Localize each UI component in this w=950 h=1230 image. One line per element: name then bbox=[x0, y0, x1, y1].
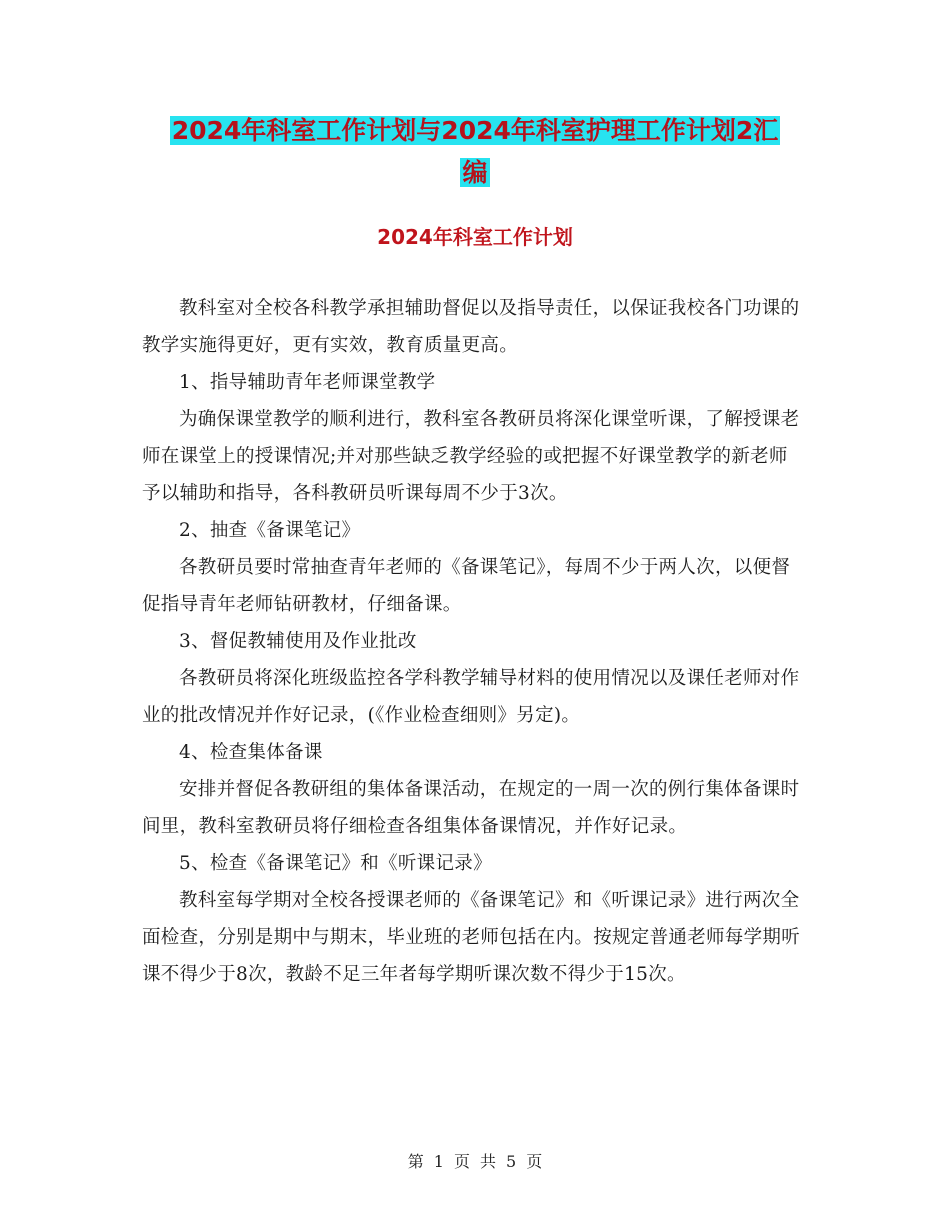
title-line-1: 2024年科室工作计划与2024年科室护理工作计划2汇 bbox=[171, 116, 779, 145]
paragraph: 教科室对全校各科教学承担辅助督促以及指导责任，以保证我校各门功课的教学实施得更好，更有实效，教育质量更高。 bbox=[142, 298, 800, 356]
paragraph: 教科室每学期对全校各授课老师的《备课笔记》和《听课记录》进行两次全面检查，分别是期中与期末，毕业班的老师包括在内。按规定普通老师每学期听课不得少于8次，教龄不足三年者每学期听课次数不得少于15次。 bbox=[142, 890, 801, 985]
document-title bbox=[140, 110, 810, 194]
numbered-heading: 4、检查集体备课 bbox=[179, 742, 323, 763]
page-mid: 页 bbox=[453, 1152, 470, 1171]
section-heading: 2024年科室工作计划 bbox=[377, 225, 573, 249]
page-footer bbox=[0, 1150, 950, 1174]
paragraph: 各教研员要时常抽查青年老师的《备课笔记》，每周不少于两人次，以便督促指导青年老师钻研教材，仔细备课。 bbox=[142, 557, 791, 615]
page-total-prefix: 共 bbox=[480, 1152, 497, 1171]
paragraph: 安排并督促各教研组的集体备课活动，在规定的一周一次的例行集体备课时间里，教科室教研员将仔细检查各组集体备课情况，并作好记录。 bbox=[142, 779, 800, 837]
numbered-heading: 5、检查《备课笔记》和《听课记录》 bbox=[179, 853, 492, 874]
paragraph: 各教研员将深化班级监控各学科教学辅导材料的使用情况以及课任老师对作业的批改情况并作好记录，(《作业检查细则》另定)。 bbox=[142, 668, 800, 726]
page-number: 1 bbox=[433, 1152, 444, 1171]
numbered-heading: 2、抽查《备课笔记》 bbox=[179, 520, 361, 541]
title-line-2: 编 bbox=[462, 158, 488, 187]
paragraph: 为确保课堂教学的顺利进行，教科室各教研员将深化课堂听课，了解授课老师在课堂上的授课情况;并对那些缺乏教学经验的或把握不好课堂教学的新老师予以辅助和指导，各科教研员听课每周不少于3次。 bbox=[142, 409, 800, 504]
page-total: 5 bbox=[506, 1152, 517, 1171]
document-body bbox=[142, 290, 802, 993]
page-prefix: 第 bbox=[407, 1152, 424, 1171]
numbered-heading: 1、指导辅助青年老师课堂教学 bbox=[179, 372, 436, 393]
numbered-heading: 3、督促教辅使用及作业批改 bbox=[179, 631, 417, 652]
page-suffix: 页 bbox=[526, 1152, 543, 1171]
